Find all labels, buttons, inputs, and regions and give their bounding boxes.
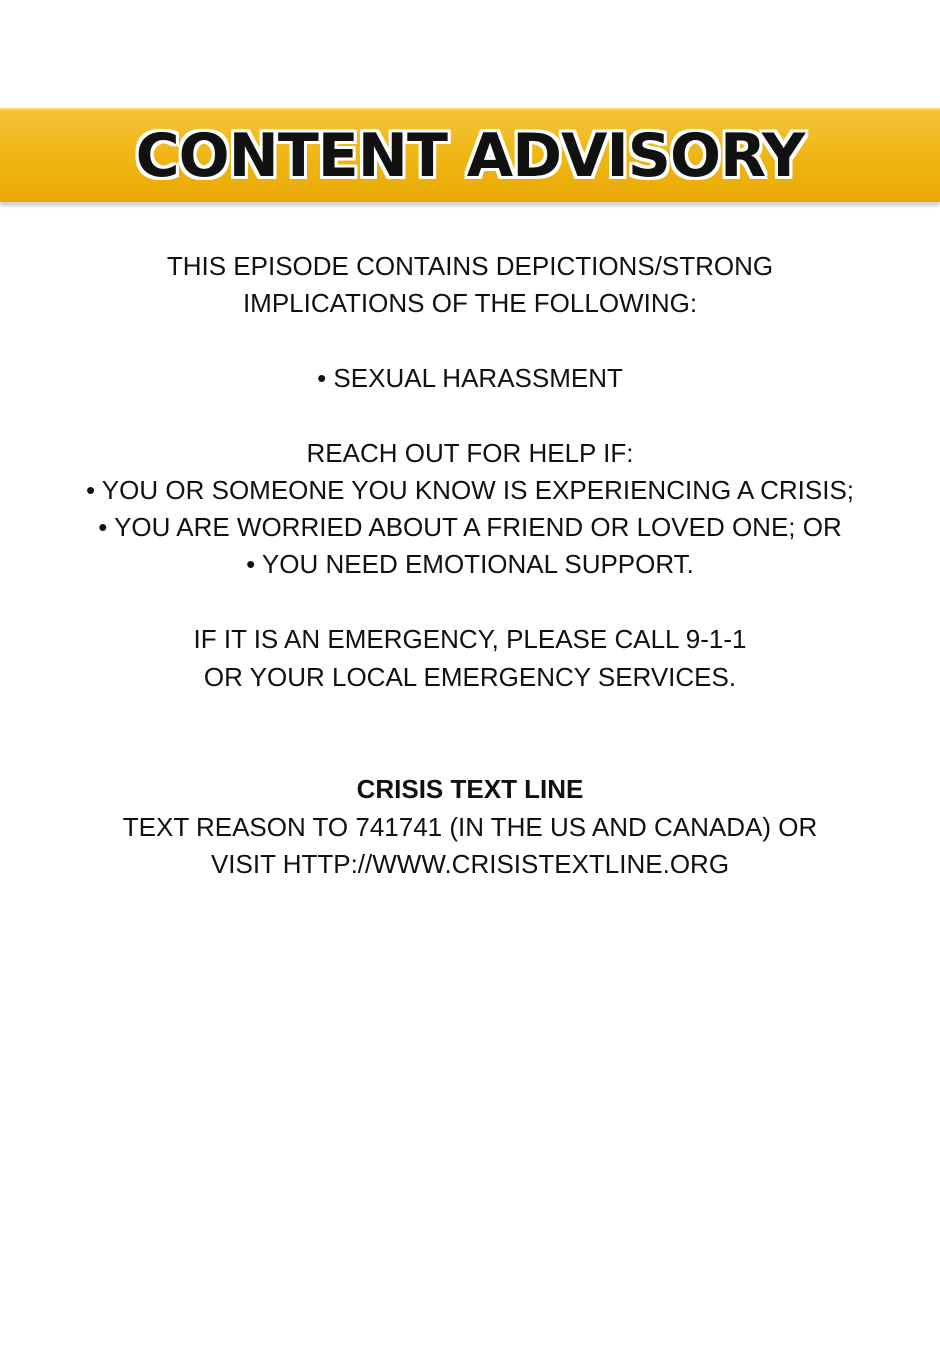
help-item: • YOU ARE WORRIED ABOUT A FRIEND OR LOVED ONE; OR (98, 512, 842, 542)
emergency-line-1: IF IT IS AN EMERGENCY, PLEASE CALL 9-1-1 (193, 624, 747, 654)
intro-line-2: IMPLICATIONS OF THE FOLLOWING: (242, 288, 698, 318)
intro-line-1: THIS EPISODE CONTAINS DEPICTIONS/STRONG (166, 251, 774, 281)
advisory-title: CONTENT ADVISORY (135, 121, 805, 191)
resource-line-1: TEXT REASON TO 741741 (IN THE US AND CANADA) OR (122, 812, 818, 842)
resource-name: CRISIS TEXT LINE (356, 774, 584, 804)
help-item: • YOU OR SOMEONE YOU KNOW IS EXPERIENCING A CRISIS; (85, 475, 855, 505)
resource-line-2: VISIT HTTP://WWW.CRISISTEXTLINE.ORG (210, 849, 730, 879)
topic-item: • SEXUAL HARASSMENT (317, 363, 623, 393)
advisory-banner (0, 108, 940, 202)
help-heading: REACH OUT FOR HELP IF: (306, 438, 634, 468)
help-item: • YOU NEED EMOTIONAL SUPPORT. (246, 549, 694, 579)
emergency-line-2: OR YOUR LOCAL EMERGENCY SERVICES. (203, 662, 737, 692)
